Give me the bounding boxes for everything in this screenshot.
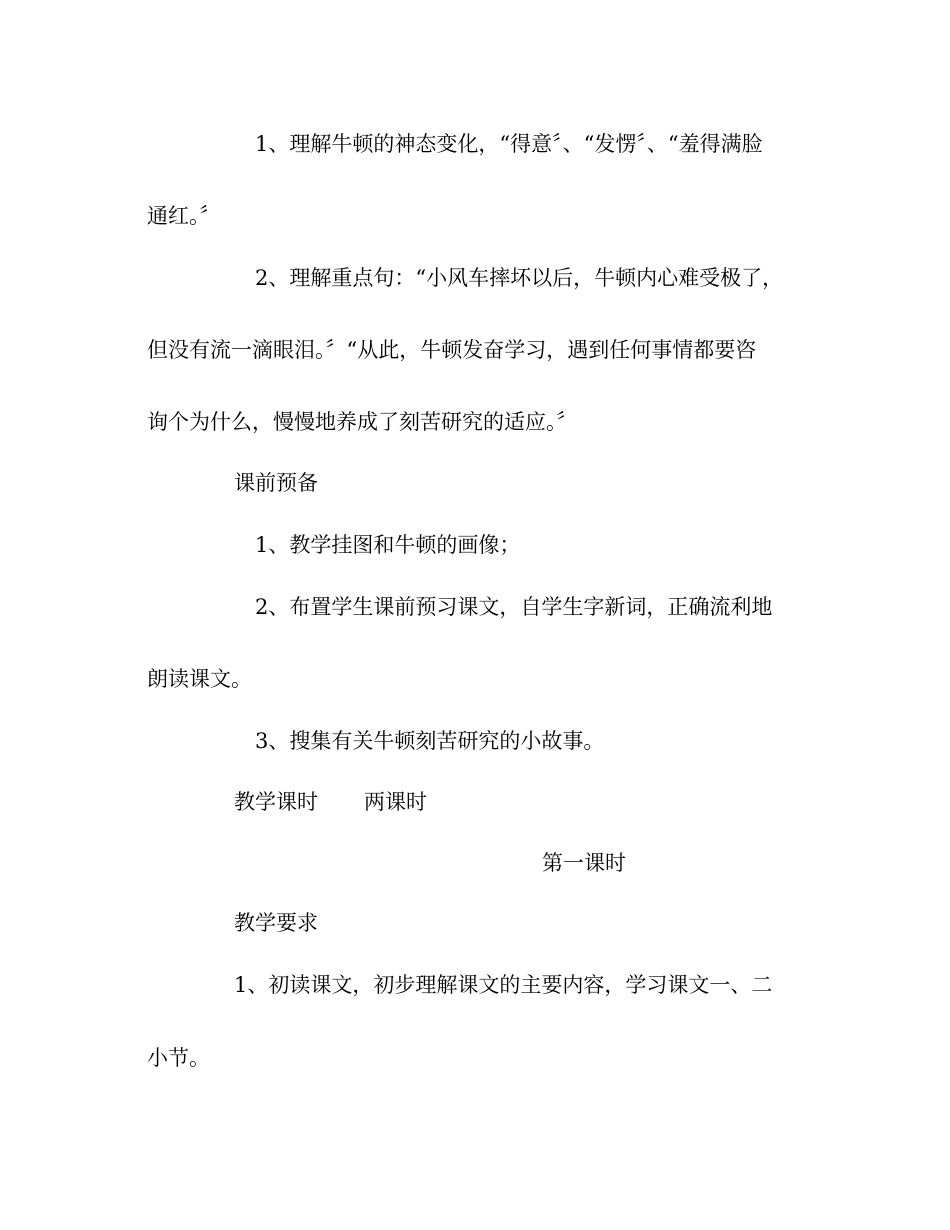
teaching-hours-value: 两课时 — [364, 790, 427, 814]
preparation-item-1: 1、教学挂图和牛顿的画像； — [255, 533, 521, 557]
objective-2-line-3: 询个为什么，慢慢地养成了刻苦研究的适应。〞 — [147, 410, 578, 434]
requirement-1-line-2: 小节。 — [147, 1046, 210, 1070]
section-heading-requirements: 教学要求 — [234, 911, 318, 935]
lesson-one-heading: 第一课时 — [542, 851, 626, 875]
preparation-item-2-line-2: 朗读课文。 — [147, 667, 252, 691]
objective-2-line-1: 2、理解重点句：“小风车摔坏以后，牛顿内心难受极了， — [255, 266, 784, 290]
preparation-item-3: 3、搜集有关牛顿刻苦研究的小故事。 — [255, 729, 605, 753]
objective-1-line-1: 1、理解牛顿的神态变化，“得意〞、“发愣〞、“羞得满脸 — [255, 132, 763, 156]
requirement-1-line-1: 1、初读课文，初步理解课文的主要内容，学习课文一、二 — [234, 973, 773, 997]
preparation-item-2-line-1: 2、布置学生课前预习课文，自学生字新词，正确流利地 — [255, 595, 773, 619]
teaching-hours-label: 教学课时 — [234, 790, 318, 814]
objective-1-line-2: 通红。〞 — [147, 204, 221, 228]
objective-2-line-2: 但没有流一滴眼泪。〞“从此，牛顿发奋学习，遇到任何事情都要咨 — [147, 338, 757, 362]
section-heading-preparation: 课前预备 — [234, 471, 318, 495]
